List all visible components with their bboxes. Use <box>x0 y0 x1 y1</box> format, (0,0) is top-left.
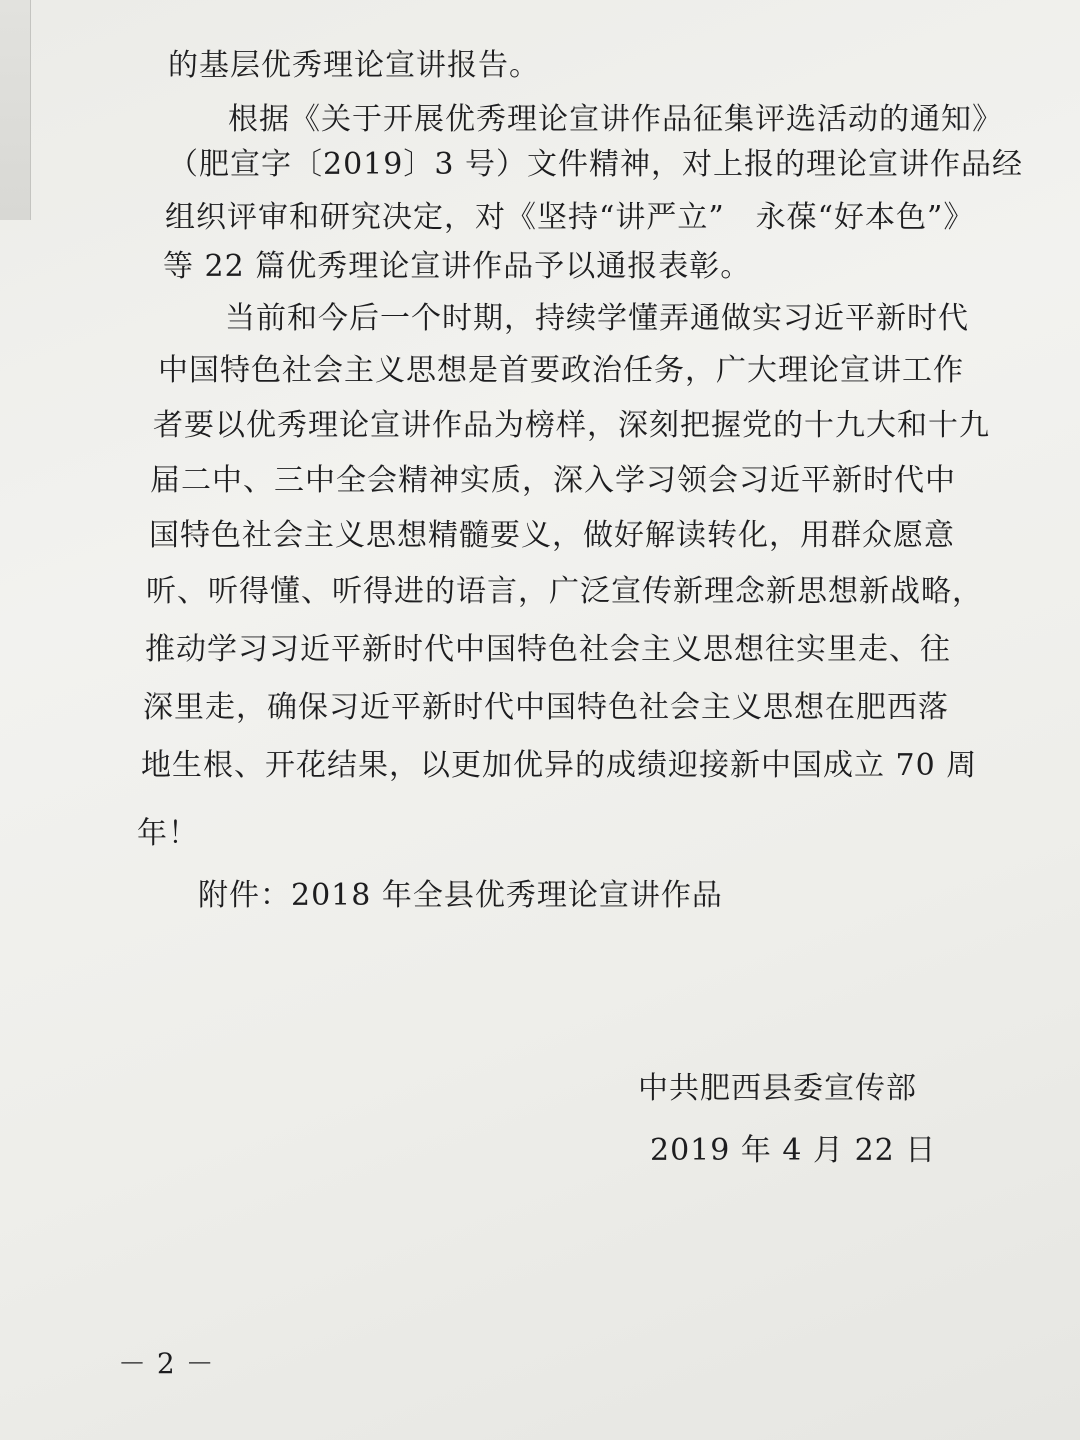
issue-date: 2019 年 4 月 22 日 <box>650 1133 937 1168</box>
body-line-1: 的基层优秀理论宣讲报告。 <box>168 48 540 83</box>
body-line-6: 当前和今后一个时期，持续学懂弄通做实习近平新时代 <box>225 301 969 336</box>
body-line-13: 深里走，确保习近平新时代中国特色社会主义思想在肥西落 <box>143 690 949 725</box>
body-line-5: 等 22 篇优秀理论宣讲作品予以通报表彰。 <box>163 249 752 284</box>
issuer-name: 中共肥西县委宣传部 <box>638 1071 917 1106</box>
attachment-line: 附件：2018 年全县优秀理论宣讲作品 <box>198 878 723 913</box>
page-number: － 2 － <box>118 1347 215 1380</box>
body-line-4: 组织评审和研究决定，对《坚持“讲严立” 永葆“好本色”》 <box>165 200 975 235</box>
body-line-12: 推动学习习近平新时代中国特色社会主义思想往实里走、往 <box>145 632 951 667</box>
body-line-3: （肥宣字〔2019〕3 号）文件精神，对上报的理论宣讲作品经 <box>168 147 1023 182</box>
body-line-7: 中国特色社会主义思想是首要政治任务，广大理论宣讲工作 <box>158 353 964 388</box>
body-line-14: 地生根、开花结果，以更加优异的成绩迎接新中国成立 70 周 <box>141 748 978 783</box>
bleed-through-text <box>215 945 503 980</box>
body-line-9: 届二中、三中全会精神实质，深入学习领会习近平新时代中 <box>150 463 956 498</box>
page-fold-shadow <box>0 0 31 220</box>
body-line-8: 者要以优秀理论宣讲作品为榜样，深刻把握党的十九大和十九 <box>153 408 990 443</box>
body-line-10: 国特色社会主义思想精髓要义，做好解读转化，用群众愿意 <box>149 518 955 553</box>
body-line-11: 听、听得懂、听得进的语言，广泛宣传新理念新思想新战略， <box>146 574 983 609</box>
body-line-15: 年！ <box>137 816 199 851</box>
body-line-2: 根据《关于开展优秀理论宣讲作品征集评选活动的通知》 <box>228 102 1003 137</box>
